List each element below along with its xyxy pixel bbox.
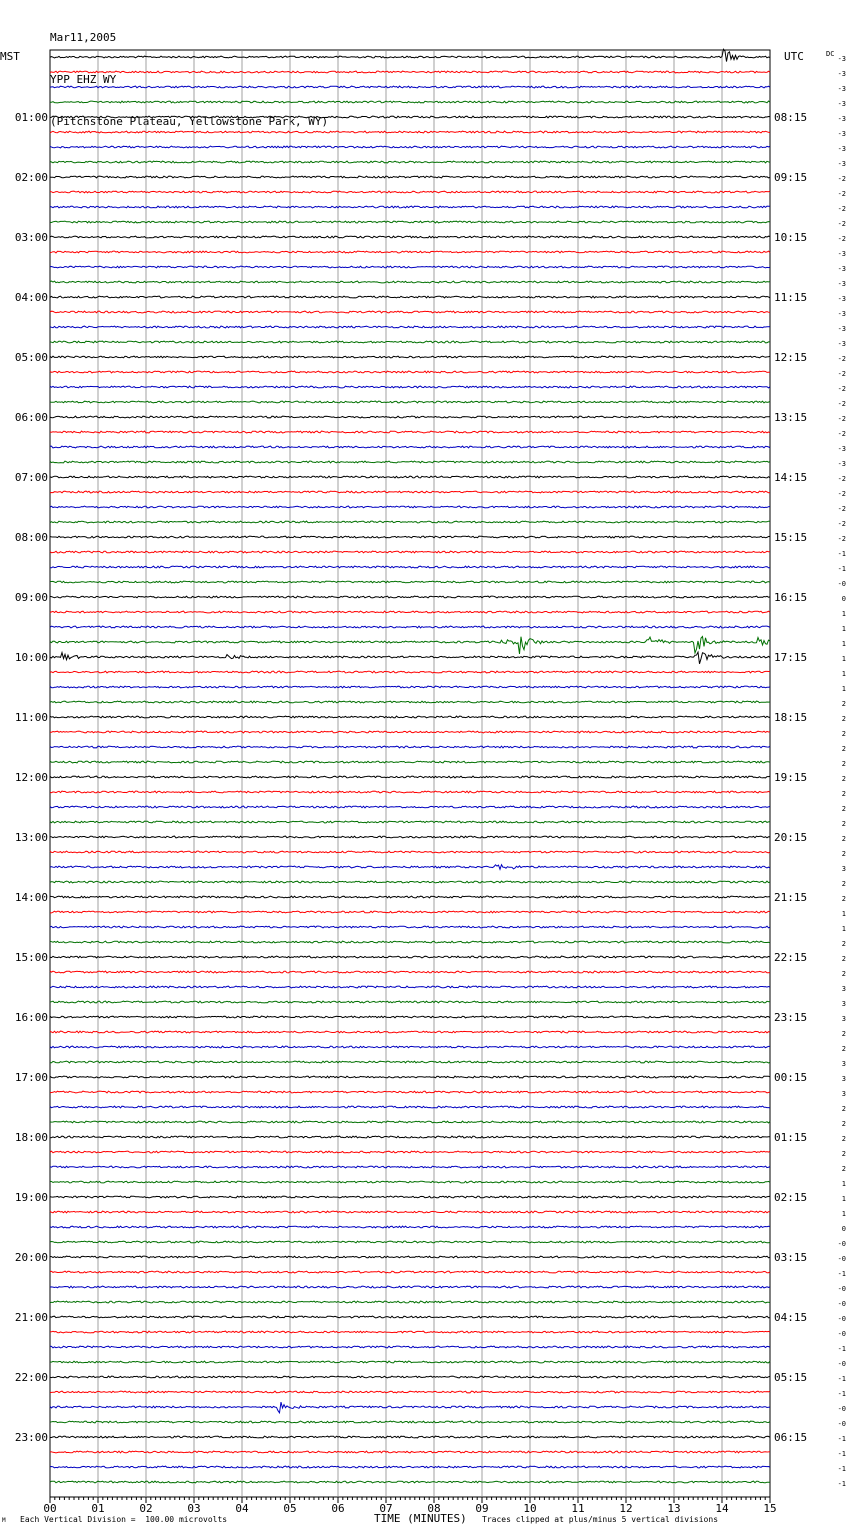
left-tz-label: MST <box>0 50 20 63</box>
dc-offset-label: -1 <box>837 1450 846 1458</box>
mst-hour-label: 04:00 <box>14 291 48 304</box>
x-tick-label: 12 <box>619 1502 633 1515</box>
seismic-trace <box>50 941 770 943</box>
utc-hour-label: 04:15 <box>774 1311 808 1324</box>
mst-hour-label: 10:00 <box>14 651 48 664</box>
seismic-trace <box>50 1421 770 1423</box>
dc-offset-label: -3 <box>837 160 846 168</box>
dc-offset-label: 1 <box>841 655 846 663</box>
dc-offset-label: 1 <box>841 910 846 918</box>
seismic-trace <box>50 731 770 733</box>
utc-hour-label: 15:15 <box>774 531 808 544</box>
x-tick-label: 04 <box>235 1502 249 1515</box>
seismic-trace <box>50 1286 770 1288</box>
dc-offset-label: 1 <box>841 1180 846 1188</box>
dc-offset-label: 2 <box>841 730 846 738</box>
seismic-trace <box>50 1136 770 1138</box>
dc-offset-label: 2 <box>841 745 846 753</box>
dc-offset-label: -1 <box>837 550 846 558</box>
seismic-trace <box>50 1226 770 1228</box>
dc-offset-label: -1 <box>837 1480 846 1488</box>
dc-offset-label: -2 <box>837 385 846 393</box>
seismic-trace <box>50 506 770 508</box>
seismic-trace <box>50 446 770 448</box>
seismic-trace <box>50 1316 770 1318</box>
mst-hour-label: 21:00 <box>14 1311 48 1324</box>
seismic-trace <box>50 746 770 748</box>
dc-offset-label: -0 <box>837 1405 846 1413</box>
dc-offset-label: 3 <box>841 1060 846 1068</box>
seismic-trace <box>50 986 770 988</box>
mst-hour-label: 03:00 <box>14 231 48 244</box>
dc-offset-label: -2 <box>837 430 846 438</box>
seismic-trace <box>50 1256 770 1258</box>
utc-hour-label: 22:15 <box>774 951 808 964</box>
dc-offset-label: -3 <box>837 85 846 93</box>
x-tick-label: 03 <box>187 1502 201 1515</box>
seismic-trace <box>50 371 770 373</box>
mst-hour-label: 09:00 <box>14 591 48 604</box>
seismic-trace <box>50 791 770 793</box>
mst-hour-label: 12:00 <box>14 771 48 784</box>
dc-offset-label: 1 <box>841 670 846 678</box>
seismic-trace <box>50 266 770 268</box>
dc-offset-label: -2 <box>837 490 846 498</box>
seismic-trace <box>50 1001 770 1003</box>
seismic-trace <box>50 1211 770 1213</box>
seismic-trace <box>50 236 770 238</box>
seismic-trace <box>50 1091 770 1093</box>
dc-offset-label: 2 <box>841 1150 846 1158</box>
right-tz-label: UTC <box>784 50 804 63</box>
dc-offset-label: -2 <box>837 505 846 513</box>
x-tick-label: 06 <box>331 1502 345 1515</box>
dc-offset-label: -3 <box>837 250 846 258</box>
seismic-trace <box>50 401 770 403</box>
clip-note: Traces clipped at plus/minus 5 vertical divisions <box>482 1515 719 1524</box>
seismic-trace <box>50 701 770 703</box>
dc-offset-label: -1 <box>837 1270 846 1278</box>
seismic-trace <box>50 116 770 118</box>
seismic-trace <box>50 296 770 298</box>
seismic-trace <box>50 476 770 478</box>
dc-offset-label: 2 <box>841 835 846 843</box>
seismic-trace <box>50 521 770 523</box>
seismic-trace <box>50 566 770 568</box>
dc-offset-label: -3 <box>837 280 846 288</box>
seismic-trace <box>50 386 770 388</box>
seismic-trace <box>50 1451 770 1453</box>
dc-offset-label: -2 <box>837 235 846 243</box>
mst-hour-label: 11:00 <box>14 711 48 724</box>
seismic-trace <box>50 206 770 208</box>
x-axis-title: TIME (MINUTES) <box>374 1512 467 1525</box>
seismic-trace <box>50 596 770 598</box>
dc-offset-label: 2 <box>841 760 846 768</box>
dc-offset-label: 1 <box>841 640 846 648</box>
seismic-trace <box>50 86 770 88</box>
seismic-trace <box>50 776 770 778</box>
dc-offset-label: 3 <box>841 1015 846 1023</box>
date-title: Mar11,2005 <box>50 31 117 44</box>
x-tick-label: 10 <box>523 1502 537 1515</box>
dc-offset-label: 2 <box>841 1165 846 1173</box>
utc-hour-label: 05:15 <box>774 1371 808 1384</box>
seismic-trace <box>50 686 770 688</box>
seismic-trace <box>50 1121 770 1123</box>
seismic-trace <box>50 311 770 313</box>
mst-hour-label: 20:00 <box>14 1251 48 1264</box>
dc-offset-label: -3 <box>837 55 846 63</box>
seismic-trace <box>50 461 770 463</box>
seismic-trace <box>50 911 770 913</box>
seismic-trace <box>50 865 770 870</box>
mst-hour-label: 16:00 <box>14 1011 48 1024</box>
utc-hour-label: 23:15 <box>774 1011 808 1024</box>
seismic-trace <box>50 1391 770 1393</box>
dc-offset-label: -0 <box>837 1255 846 1263</box>
mst-hour-label: 22:00 <box>14 1371 48 1384</box>
seismic-trace <box>50 1106 770 1108</box>
seismic-trace <box>50 1271 770 1273</box>
dc-offset-label: 3 <box>841 1000 846 1008</box>
seismic-trace <box>50 652 770 664</box>
utc-hour-label: 01:15 <box>774 1131 808 1144</box>
seismic-trace <box>50 191 770 193</box>
utc-hour-label: 21:15 <box>774 891 808 904</box>
seismic-trace <box>50 611 770 613</box>
mst-hour-label: 19:00 <box>14 1191 48 1204</box>
seismic-trace <box>50 251 770 253</box>
dc-offset-label: -0 <box>837 580 846 588</box>
seismic-trace <box>50 1466 770 1468</box>
utc-hour-label: 08:15 <box>774 111 808 124</box>
seismic-trace <box>50 1166 770 1168</box>
dc-offset-label: 3 <box>841 1090 846 1098</box>
dc-offset-label: -1 <box>837 1390 846 1398</box>
seismic-trace <box>50 716 770 718</box>
seismic-trace <box>50 1361 770 1363</box>
dc-offset-label: 2 <box>841 880 846 888</box>
dc-offset-label: -2 <box>837 220 846 228</box>
dc-offset-label: -3 <box>837 325 846 333</box>
utc-hour-label: 13:15 <box>774 411 808 424</box>
traces <box>50 49 770 1483</box>
seismic-trace <box>50 326 770 328</box>
dc-offset-label: -2 <box>837 535 846 543</box>
dc-offset-label: 2 <box>841 700 846 708</box>
x-tick-label: 01 <box>91 1502 105 1515</box>
seismic-trace <box>50 281 770 283</box>
dc-offset-label: -3 <box>837 265 846 273</box>
dc-offset-label: 1 <box>841 625 846 633</box>
dc-offset-label: -3 <box>837 100 846 108</box>
dc-offset-label: -3 <box>837 340 846 348</box>
dc-offset-label: 1 <box>841 1210 846 1218</box>
dc-header-label: DC <box>826 50 835 58</box>
utc-hour-label: 20:15 <box>774 831 808 844</box>
dc-offset-label: 2 <box>841 1135 846 1143</box>
mst-hour-label: 15:00 <box>14 951 48 964</box>
station-title: YPP EHZ WY <box>50 73 117 86</box>
utc-hour-label: 16:15 <box>774 591 808 604</box>
seismic-trace <box>50 1331 770 1333</box>
seismic-trace <box>50 956 770 958</box>
dc-offset-label: -0 <box>837 1360 846 1368</box>
x-tick-label: 02 <box>139 1502 153 1515</box>
dc-offset-label: 1 <box>841 925 846 933</box>
utc-hour-label: 11:15 <box>774 291 808 304</box>
dc-offset-label: -2 <box>837 370 846 378</box>
dc-offset-label: 1 <box>841 1195 846 1203</box>
seismic-trace <box>50 1016 770 1018</box>
dc-offset-label: 3 <box>841 1075 846 1083</box>
mst-hour-label: 18:00 <box>14 1131 48 1144</box>
dc-offset-label: -2 <box>837 175 846 183</box>
utc-hour-label: 19:15 <box>774 771 808 784</box>
utc-hour-label: 06:15 <box>774 1431 808 1444</box>
seismic-trace <box>50 71 770 73</box>
utc-hour-label: 10:15 <box>774 231 808 244</box>
mst-hour-label: 14:00 <box>14 891 48 904</box>
seismic-trace <box>50 1481 770 1483</box>
footer-mark: M <box>2 1517 6 1524</box>
seismic-trace <box>50 896 770 898</box>
utc-hour-label: 02:15 <box>774 1191 808 1204</box>
seismic-trace <box>50 551 770 553</box>
dc-offset-label: 0 <box>841 595 846 603</box>
seismic-trace <box>50 356 770 358</box>
seismic-trace <box>50 1196 770 1198</box>
dc-offset-labels <box>838 55 846 1488</box>
dc-offset-label: -3 <box>837 295 846 303</box>
seismic-trace <box>50 1181 770 1183</box>
seismic-trace <box>50 1151 770 1153</box>
dc-offset-label: 2 <box>841 715 846 723</box>
x-tick-label: 07 <box>379 1502 393 1515</box>
dc-offset-label: 1 <box>841 610 846 618</box>
seismic-trace <box>50 761 770 763</box>
seismic-trace <box>50 176 770 178</box>
dc-offset-label: -2 <box>837 475 846 483</box>
dc-offset-label: 2 <box>841 940 846 948</box>
dc-offset-label: -1 <box>837 565 846 573</box>
mst-hour-label: 05:00 <box>14 351 48 364</box>
mst-hour-label: 08:00 <box>14 531 48 544</box>
dc-offset-label: -2 <box>837 400 846 408</box>
seismic-trace <box>50 1346 770 1348</box>
dc-offset-label: 1 <box>841 685 846 693</box>
utc-hour-label: 17:15 <box>774 651 808 664</box>
x-tick-label: 13 <box>667 1502 681 1515</box>
dc-offset-label: 0 <box>841 1225 846 1233</box>
seismic-trace <box>50 1076 770 1078</box>
seismic-trace <box>50 581 770 583</box>
seismic-trace <box>50 341 770 343</box>
dc-offset-label: 2 <box>841 805 846 813</box>
dc-offset-label: -2 <box>837 355 846 363</box>
dc-offset-label: -2 <box>837 415 846 423</box>
seismic-trace <box>50 806 770 808</box>
mst-hour-label: 17:00 <box>14 1071 48 1084</box>
dc-offset-label: 2 <box>841 790 846 798</box>
dc-offset-label: 2 <box>841 1105 846 1113</box>
dc-offset-label: -0 <box>837 1300 846 1308</box>
seismic-trace <box>50 1046 770 1048</box>
dc-offset-label: 2 <box>841 895 846 903</box>
dc-offset-label: -3 <box>837 445 846 453</box>
location-title: (Pitchstone Plateau, Yellowstone Park, WY) <box>50 115 329 128</box>
dc-offset-label: -2 <box>837 520 846 528</box>
seismic-trace <box>50 626 770 628</box>
scale-note: Each Vertical Division = 100.00 microvolts <box>20 1515 228 1524</box>
seismic-trace <box>50 416 770 418</box>
seismic-trace <box>50 431 770 433</box>
seismic-trace <box>50 1241 770 1243</box>
seismic-trace <box>50 221 770 223</box>
seismic-trace <box>50 1061 770 1063</box>
utc-hour-label: 14:15 <box>774 471 808 484</box>
seismic-trace <box>50 101 770 103</box>
seismic-trace <box>50 637 770 654</box>
mst-hour-label: 01:00 <box>14 111 48 124</box>
x-tick-label: 08 <box>427 1502 441 1515</box>
dc-offset-label: -3 <box>837 310 846 318</box>
seismic-trace <box>50 881 770 883</box>
seismic-trace <box>50 671 770 673</box>
mst-hour-label: 07:00 <box>14 471 48 484</box>
dc-offset-label: -3 <box>837 145 846 153</box>
mst-hour-label: 02:00 <box>14 171 48 184</box>
dc-offset-label: 2 <box>841 775 846 783</box>
dc-offset-label: 2 <box>841 1030 846 1038</box>
x-tick-label: 05 <box>283 1502 297 1515</box>
seismic-trace <box>50 146 770 148</box>
utc-hour-label: 18:15 <box>774 711 808 724</box>
dc-offset-label: -3 <box>837 460 846 468</box>
utc-hour-label: 03:15 <box>774 1251 808 1264</box>
x-tick-label: 11 <box>571 1502 585 1515</box>
dc-offset-label: 3 <box>841 865 846 873</box>
seismic-trace <box>50 161 770 163</box>
utc-hour-label: 12:15 <box>774 351 808 364</box>
utc-hour-label: 09:15 <box>774 171 808 184</box>
dc-offset-label: -1 <box>837 1375 846 1383</box>
dc-offset-label: -3 <box>837 115 846 123</box>
dc-offset-label: -1 <box>837 1465 846 1473</box>
dc-offset-label: -0 <box>837 1420 846 1428</box>
dc-offset-label: -3 <box>837 70 846 78</box>
seismic-trace <box>50 1301 770 1303</box>
dc-offset-label: 2 <box>841 1045 846 1053</box>
dc-offset-label: 2 <box>841 850 846 858</box>
seismic-trace <box>50 1436 770 1438</box>
seismic-trace <box>50 491 770 493</box>
dc-offset-label: 2 <box>841 1120 846 1128</box>
dc-offset-label: -2 <box>837 205 846 213</box>
dc-offset-label: 2 <box>841 955 846 963</box>
mst-hour-label: 23:00 <box>14 1431 48 1444</box>
dc-offset-label: 2 <box>841 820 846 828</box>
seismic-trace <box>50 131 770 133</box>
mst-hour-label: 06:00 <box>14 411 48 424</box>
seismic-trace <box>50 1402 770 1413</box>
dc-offset-label: -3 <box>837 130 846 138</box>
x-tick-label: 15 <box>763 1502 777 1515</box>
dc-offset-label: -0 <box>837 1330 846 1338</box>
dc-offset-label: -0 <box>837 1285 846 1293</box>
x-tick-label: 00 <box>43 1502 57 1515</box>
dc-offset-label: -0 <box>837 1240 846 1248</box>
seismic-trace <box>50 49 770 61</box>
dc-offset-label: -0 <box>837 1315 846 1323</box>
seismic-trace <box>50 1376 770 1378</box>
seismic-trace <box>50 971 770 973</box>
x-tick-label: 09 <box>475 1502 489 1515</box>
dc-offset-label: -1 <box>837 1435 846 1443</box>
seismic-trace <box>50 836 770 838</box>
x-tick-label: 14 <box>715 1502 729 1515</box>
utc-hour-label: 00:15 <box>774 1071 808 1084</box>
seismic-trace <box>50 851 770 853</box>
dc-offset-label: -2 <box>837 190 846 198</box>
dc-offset-label: -1 <box>837 1345 846 1353</box>
seismic-trace <box>50 821 770 823</box>
dc-offset-label: 2 <box>841 970 846 978</box>
seismic-trace <box>50 926 770 928</box>
dc-offset-label: 3 <box>841 985 846 993</box>
seismic-trace <box>50 1031 770 1033</box>
mst-hour-label: 13:00 <box>14 831 48 844</box>
seismic-trace <box>50 536 770 538</box>
